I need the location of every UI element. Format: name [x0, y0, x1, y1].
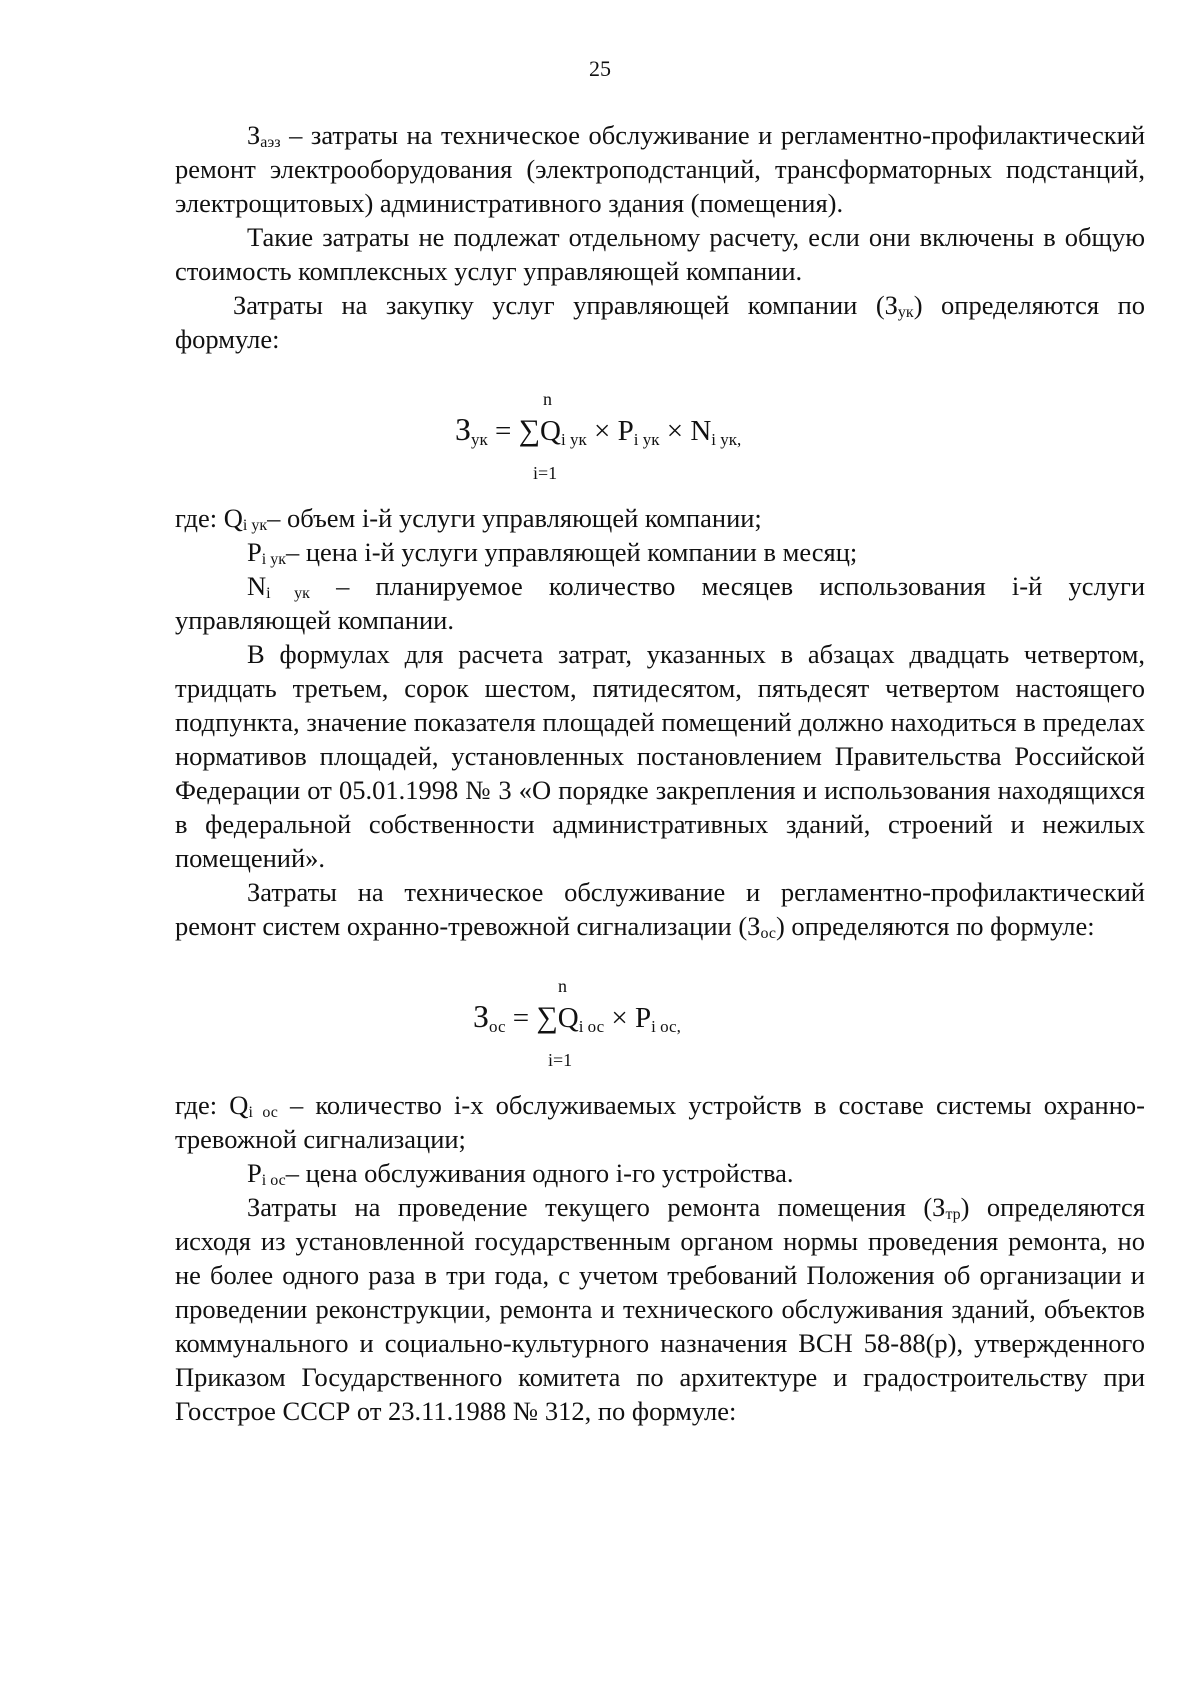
- formula-q-sub: i ук: [561, 430, 587, 449]
- text-segment: Затраты на техническое обслуживание и регламентно-профилактический ремонт систем охранно-тревожной сигнализации (З: [175, 877, 1145, 941]
- times-sign: ×: [604, 1002, 636, 1034]
- subscript: i ос: [248, 1104, 278, 1121]
- formula-n-sub: i ук,: [711, 430, 742, 449]
- subscript: i ук: [242, 517, 268, 534]
- formula-lhs-sub: ук: [471, 430, 488, 449]
- document-body: [175, 118, 1145, 1428]
- where-q-uk: [175, 501, 1145, 535]
- subscript: i ук: [261, 551, 286, 568]
- where-p-os: [175, 1156, 1145, 1190]
- symbol-subscript: аэз: [260, 134, 281, 151]
- formula-uk: [175, 356, 1145, 501]
- paragraph-area-norms: В формулах для расчета затрат, указанных в абзацах двадцать четвертом, тридцать третьем, сорок шестом, пятидесятом, пятьдесят четвертом настоящего подпункта, значение показателя площадей помещений должно находиться в пределах нормативов площадей, установленных постановлением Правительства Российской Федерации от 05.01.1998 № 3 «О порядке закрепления и использования находящихся в федеральной собственности административных зданий, строений и нежилых помещений».: [175, 639, 1145, 873]
- sum-upper-limit: n: [543, 389, 552, 409]
- text-segment: где: Q: [175, 1090, 249, 1120]
- sigma-symbol: ∑: [536, 1001, 558, 1034]
- text-segment: – цена i-й услуги управляющей компании в месяц;: [285, 537, 858, 567]
- subscript: i ук: [266, 585, 310, 602]
- formula-lhs: З: [455, 411, 472, 447]
- text-segment: N: [247, 571, 267, 601]
- formula-q: Q: [557, 1002, 579, 1034]
- where-q-os: [175, 1088, 1145, 1156]
- text-segment: Затраты на закупку услуг управляющей компании (З: [233, 290, 898, 320]
- text-segment: – количество i-х обслуживаемых устройств в составе системы охранно-тревожной сигнализации;: [175, 1090, 1145, 1154]
- sum-lower-limit: i=1: [548, 1050, 573, 1070]
- text-segment: – планируемое количество месяцев использования i-й услуги управляющей компании.: [175, 571, 1146, 635]
- formula-os: [175, 943, 1145, 1088]
- page-number: 25: [589, 56, 611, 81]
- formula-p-sub: i ос,: [651, 1017, 681, 1036]
- text-segment: ) определяются по формуле:: [775, 911, 1095, 941]
- text-segment: P: [247, 537, 262, 567]
- subscript: ос: [760, 925, 776, 942]
- formula-p: P: [635, 1002, 652, 1034]
- subscript: i ос: [261, 1172, 286, 1189]
- where-n-uk: [175, 569, 1145, 637]
- formula-q: Q: [540, 415, 561, 447]
- formula-lhs-sub: ос: [489, 1017, 506, 1036]
- sum-upper-limit: n: [558, 976, 567, 996]
- times-sign: ×: [586, 415, 618, 447]
- text-segment: P: [247, 1158, 262, 1188]
- text-segment: – объем i-й услуги управляющей компании;: [267, 503, 762, 533]
- sum-lower-limit: i=1: [533, 463, 558, 483]
- formula-p: P: [617, 415, 634, 447]
- equals-sign: =: [487, 415, 519, 447]
- formula-expression: [455, 412, 741, 448]
- formula-n: N: [690, 415, 712, 447]
- subscript: ук: [897, 304, 914, 321]
- paragraph-aez-definition: [175, 118, 1145, 220]
- text-segment: Затраты на проведение текущего ремонта помещения (З: [247, 1192, 946, 1222]
- formula-lhs: З: [473, 998, 490, 1034]
- paragraph-os-intro: [175, 875, 1145, 943]
- text-segment: ) определяются по формуле:: [175, 290, 1145, 354]
- subscript: тр: [945, 1206, 961, 1223]
- formula-expression: [473, 999, 681, 1035]
- paragraph-text: – затраты на техническое обслуживание и регламентно-профилактический ремонт электрооборудования (электроподстанций, трансформаторных подстанций, электрощитовых) административного здания (помещения).: [175, 120, 1145, 218]
- paragraph-tr-intro: [175, 1190, 1145, 1428]
- symbol-z: З: [247, 120, 261, 150]
- paragraph-uk-intro: [175, 288, 1145, 356]
- where-p-uk: [175, 535, 1145, 569]
- paragraph-not-calculated: Такие затраты не подлежат отдельному расчету, если они включены в общую стоимость комплексных услуг управляющей компании.: [175, 222, 1145, 286]
- sigma-symbol: ∑: [518, 414, 541, 447]
- text-segment: где: Q: [175, 503, 243, 533]
- formula-q-sub: i ос: [578, 1017, 605, 1036]
- equals-sign: =: [505, 1002, 537, 1034]
- times-sign: ×: [659, 415, 691, 447]
- text-segment: ) определяются исходя из установленной государственным органом нормы проведения ремонта, но не более одного раза в три года, с учетом требований Положения об организации и проведении реконструкции, ремонта и технического обслуживания зданий, объектов коммунального и социально-культурного назначения ВСН 58-88(р), утвержденного Приказом Государственного комитета по архитектуре и градостроительству при Госстрое СССР от 23.11.1988 № 312, по формуле:: [175, 1192, 1145, 1426]
- formula-p-sub: i ук: [633, 430, 660, 449]
- text-segment: – цена обслуживания одного i-го устройства.: [285, 1158, 794, 1188]
